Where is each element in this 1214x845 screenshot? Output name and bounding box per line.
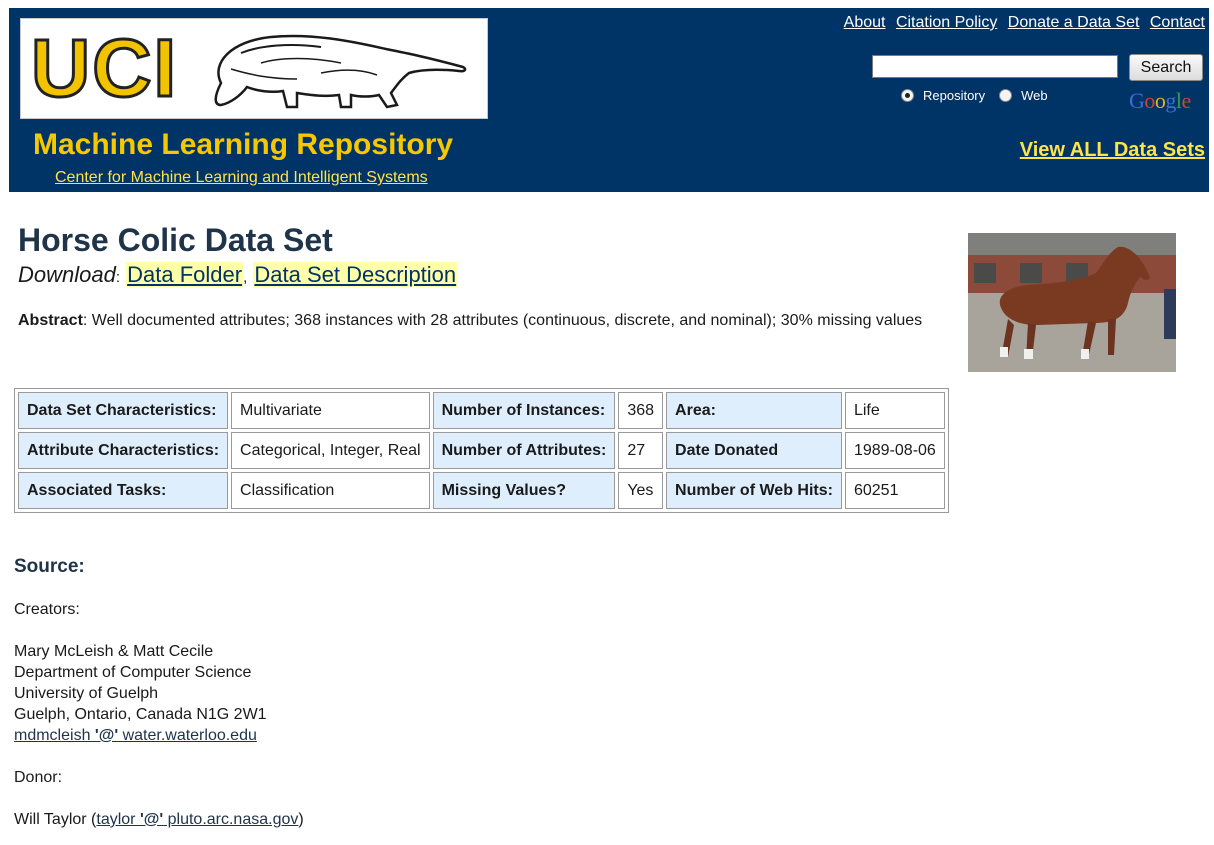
about-link[interactable]: About xyxy=(843,14,886,31)
abstract xyxy=(18,310,938,331)
uci-logo[interactable] xyxy=(20,18,488,119)
search-input[interactable] xyxy=(872,55,1118,78)
dataset-title: Horse Colic Data Set xyxy=(18,222,333,258)
creator-line: Guelph, Ontario, Canada N1G 2W1 xyxy=(14,706,267,723)
anteater-icon xyxy=(201,23,481,115)
center-link[interactable]: Center for Machine Learning and Intelligent Systems xyxy=(55,169,428,186)
table-label-cell: Number of Instances: xyxy=(433,392,616,429)
table-row xyxy=(18,432,945,469)
horse-image xyxy=(968,233,1176,372)
source-heading: Source: xyxy=(14,556,85,577)
creator-email-at: '@' xyxy=(94,727,119,744)
table-value-cell: 368 xyxy=(618,392,663,429)
repository-radio[interactable] xyxy=(901,89,914,102)
creator-email-domain: water.waterloo.edu xyxy=(118,727,257,744)
table-value-cell: Classification xyxy=(231,472,430,509)
download-row: Download: Data Folder, Data Set Description xyxy=(18,262,457,287)
table-value-cell: Categorical, Integer, Real xyxy=(231,432,430,469)
donor-close: ) xyxy=(298,811,304,828)
data-folder-link[interactable]: Data Folder xyxy=(127,262,243,287)
donor-name: Will Taylor ( xyxy=(14,811,97,828)
creator-line: Mary McLeish & Matt Cecile xyxy=(14,643,214,660)
web-radio[interactable] xyxy=(999,89,1012,102)
creator-line: Department of Computer Science xyxy=(14,664,252,681)
table-label-cell: Data Set Characteristics: xyxy=(18,392,228,429)
table-label-cell: Area: xyxy=(666,392,842,429)
table-value-cell: Life xyxy=(845,392,945,429)
donate-link[interactable]: Donate a Data Set xyxy=(1007,14,1140,31)
search-scope xyxy=(901,88,1062,103)
data-set-description-link[interactable]: Data Set Description xyxy=(254,262,457,287)
table-label-cell: Date Donated xyxy=(666,432,842,469)
donor-email-link[interactable] xyxy=(96,811,298,828)
table-label-cell: Associated Tasks: xyxy=(18,472,228,509)
google-logo: Google xyxy=(1129,88,1191,113)
table-value-cell: 1989-08-06 xyxy=(845,432,945,469)
donor-email-domain: pluto.arc.nasa.gov xyxy=(163,811,299,828)
table-label-cell: Number of Attributes: xyxy=(433,432,616,469)
donor-email-user: taylor xyxy=(96,811,140,828)
web-radio-label: Web xyxy=(1021,88,1048,103)
contact-link[interactable]: Contact xyxy=(1149,14,1205,31)
repository-title: Machine Learning Repository xyxy=(33,128,454,161)
table-label-cell: Missing Values? xyxy=(433,472,616,509)
table-label-cell: Attribute Characteristics: xyxy=(18,432,228,469)
characteristics-table xyxy=(14,388,949,513)
download-label: Download xyxy=(18,262,116,287)
table-row xyxy=(18,472,945,509)
creator-email-user: mdmcleish xyxy=(14,727,95,744)
creators-label: Creators: xyxy=(14,601,80,618)
search-button[interactable]: Search xyxy=(1129,54,1203,81)
creator-email-link[interactable] xyxy=(14,727,257,744)
table-label-cell: Number of Web Hits: xyxy=(666,472,842,509)
table-value-cell: 60251 xyxy=(845,472,945,509)
table-value-cell: 27 xyxy=(618,432,663,469)
abstract-text: : Well documented attributes; 368 instances with 28 attributes (continuous, discrete, and nominal); 30% missing values xyxy=(82,312,923,329)
abstract-label: Abstract xyxy=(18,312,83,329)
view-all-datasets-link[interactable]: View ALL Data Sets xyxy=(1019,139,1205,161)
table-value-cell: Multivariate xyxy=(231,392,430,429)
table-value-cell: Yes xyxy=(618,472,663,509)
repository-radio-label: Repository xyxy=(923,88,986,103)
creator-line: University of Guelph xyxy=(14,685,159,702)
citation-policy-link[interactable]: Citation Policy xyxy=(895,14,998,31)
donor-email-at: '@' xyxy=(139,811,164,828)
site-header xyxy=(9,8,1209,192)
top-nav xyxy=(838,14,1205,32)
table-row xyxy=(18,392,945,429)
logo-uci-text: UCI xyxy=(31,23,179,114)
source-body xyxy=(14,599,304,830)
donor-label: Donor: xyxy=(14,769,63,786)
